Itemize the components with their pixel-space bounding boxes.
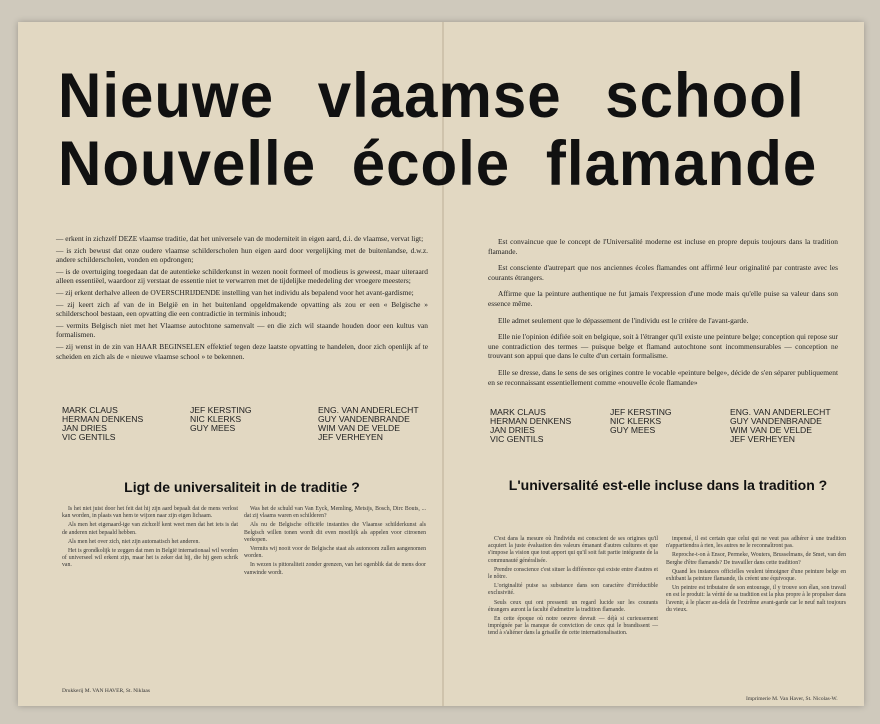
essay-paragraph: Vermits wij nooit voor de Belgische staat als autonoom zullen aangenomen worden.	[244, 546, 426, 560]
declaration-paragraph: Elle admet seulement que le dépassement de l'individu est le critère de l'avant-garde.	[498, 315, 749, 325]
signatory-name: VIC GENTILS	[62, 432, 116, 442]
signatory-name: HERMAN DENKENS	[62, 414, 144, 424]
declaration-paragraph: — is zich bewust dat onze oudere vlaamse schilderscholen hun eigen aard door vergelijking met de buitenlandse, d.w.z. andere schilderscholen, vonden en opdrongen;	[56, 245, 428, 265]
essay-paragraph: In wezen is pittoraliteit zonder grenzen, van het ogenblik dat de mens door vanwinde wordt.	[244, 562, 426, 576]
signatory-name: MARK CLAUS	[62, 405, 118, 415]
signatory-column	[318, 406, 438, 442]
signatory-name: GUY VANDENBRANDE	[318, 414, 410, 424]
essay-french-column-1	[488, 536, 658, 640]
signatory-column	[490, 408, 602, 444]
essay-french-column-2	[666, 536, 846, 616]
signatory-name: JEF VERHEYEN	[318, 432, 383, 442]
signatory-name: HERMAN DENKENS	[490, 416, 572, 426]
declaration-french	[488, 237, 838, 394]
headline-french: Nouvelle école flamande	[58, 128, 818, 199]
essay-dutch-column-2	[244, 506, 426, 579]
essay-paragraph: L'originalité puise sa substance dans son caractère d'irréductible exclusivité.	[488, 583, 658, 597]
declaration-paragraph: — erkent in zichzelf DEZE vlaamse traditie, dat het universele van de moderniteit in eigen aard, d.i. de vlaamse, vervat ligt;	[56, 234, 424, 243]
declaration-paragraph: — vermits Belgisch niet met het Vlaamse autochtone samenvalt — en die zich wil staande houden door een kultus van formalismen.	[56, 320, 428, 340]
essay-paragraph: impensé, il est certain que celui qui ne veut pas adhérer à une tradition n'appartiendra à rien, les autres ne le reconnaîtront pas.	[666, 536, 846, 550]
essay-paragraph: Reproche-t-on à Ensor, Permeke, Wouters, Brusselmans, de Smet, van den Berghe d'être flamands? De travailler dans cette tradition?	[666, 552, 846, 566]
signatory-name: JAN DRIES	[490, 425, 535, 435]
subtitle-french: L'universalité est-elle incluse dans la tradition ?	[508, 477, 828, 493]
headline-dutch: Nieuwe vlaamse school	[58, 60, 805, 131]
essay-paragraph: Seuls ceux qui ont pressenti un regard lucide sur les courants étrangers auront la faculté d'admettre la tradition flamande.	[488, 599, 658, 613]
signatory-name: GUY MEES	[610, 425, 656, 435]
printer-imprint-dutch: Drukkerij M. VAN HAVER, St. Niklaas	[62, 688, 151, 694]
declaration-paragraph: — zij keert zich af van de in België en in het buitenland opgeldmakende opvatting als zou er een « Belgische » schilderschool bestaan, een opvatting die een contradictie in terminis inhoudt;	[56, 299, 428, 319]
signatory-name: JEF KERSTING	[610, 407, 672, 417]
signatory-name: JAN DRIES	[62, 423, 107, 433]
essay-paragraph: Is het niet juist door het feit dat hij zijn aard bepaalt dat de mens verlost kan worden, in plaats van hem te wijzen naar zijn eigen lichaam.	[62, 506, 238, 520]
signatory-column	[610, 408, 722, 444]
declaration-paragraph: Est consciente d'autrepart que nos anciennes écoles flamandes ont affirmé leur originalité par contraste avec les courants étrangers.	[488, 263, 838, 282]
declaration-paragraph: — is de overtuiging toegedaan dat de autentieke schilderkunst in wezen nooit formeel of modieus is geweest, maar uiteraard alleen essentiëel, waardoor zij verstaat de essentie niet te verwarren met de tijdelijke mededeling der vroegere meesters;	[56, 266, 428, 286]
essay-paragraph: Was het de schuld van Van Eyck, Memling, Metsijs, Bosch, Dirc Bouts, ... dat zij vlaams waren en schilderen?	[244, 506, 426, 520]
signatory-name: JEF VERHEYEN	[730, 434, 795, 444]
signatories-french	[490, 408, 842, 444]
essay-paragraph: Als men het eigenaard-ige van zichzelf kent weet men dat het iets is dat de anderen niet bepaald hebben.	[62, 522, 238, 536]
signatory-name: MARK CLAUS	[490, 407, 546, 417]
signatory-name: ENG. VAN ANDERLECHT	[318, 405, 419, 415]
essay-paragraph: Als men het over zich, niet zijn automatisch het anderen.	[68, 538, 200, 545]
manifesto-poster	[18, 22, 864, 706]
essay-paragraph: En cette époque où notre oeuvre devrait — déjà si curieusement imprégnée par la manque de conviction de ceux qui le brandissent — tend à s'aliéner dans la grisaille de cette internationalisation.	[488, 616, 658, 637]
essay-paragraph: C'est dans la mesure où l'individu est conscient de ses origines qu'il acquiert la juste évaluation des valeurs émanant d'autres cultures et que s'impose la vision que tout apport qui qu'il soit fait partie intégrante de la communauté généralisée.	[488, 536, 658, 564]
signatory-name: NIC KLERKS	[190, 414, 242, 424]
signatory-name: WIM VAN DE VELDE	[318, 423, 400, 433]
signatory-name: GUY MEES	[190, 423, 236, 433]
essay-paragraph: Un peintre est tributaire de son entourage, il y trouve son élan, son travail en est le produit: la vérité de sa tradition est la plus propre à le propulser dans l'avenir, à le placer au-delà de l'extrême avant-garde car le neuf naît toujours du vieux.	[666, 585, 846, 613]
signatory-column	[730, 408, 842, 444]
declaration-paragraph: Elle se dresse, dans le sens de ses origines contre le vocable «peinture belge», décide de s'en séparer publiquement en se reconnaissant essentiellement comme «nouvelle école flamande»	[488, 367, 838, 387]
signatory-name: GUY VANDENBRANDE	[730, 416, 822, 426]
essay-paragraph: Quand les instances officielles veulent témoigner d'une peinture belge en exhibant la peinture flamande, ils créent une équivoque.	[666, 568, 846, 583]
signatory-name: JEF KERSTING	[190, 405, 252, 415]
signatory-name: ENG. VAN ANDERLECHT	[730, 407, 831, 417]
declaration-paragraph: Elle nie l'opinion édifiée soit en belgique, soit à l'étranger qu'il existe une peinture belge; conception qui repose sur une contradiction des termes — puisque belge et flamand autochtone sont incommensurables — conception ne trouvant son appui que dans le culte d'un certain formalisme.	[488, 332, 838, 361]
signatory-name: WIM VAN DE VELDE	[730, 425, 812, 435]
signatory-column	[190, 406, 310, 442]
essay-paragraph: Als nu de Belgische officiële instanties die Vlaamse schilderkunst als Belgisch willen tonen wordt dit even moeilijk als appelen voor citroenen verkopen.	[244, 522, 426, 543]
declaration-paragraph: — zij erkent derhalve alleen de OVERSCHRIJDENDE instelling van het individu als bepalend voor het avant-gardisme;	[56, 287, 414, 297]
signatory-column	[62, 406, 182, 442]
signatories-dutch	[62, 406, 438, 442]
declaration-dutch	[56, 234, 428, 363]
essay-paragraph: Prendre conscience c'est situer la différence qui existe entre d'autres et le nôtre.	[488, 566, 658, 581]
essay-dutch-column-1	[62, 506, 238, 572]
signatory-name: NIC KLERKS	[610, 416, 662, 426]
printer-imprint-french: Imprimerie M. Van Haver, St. Nicolas-W.	[746, 696, 838, 702]
signatory-name: VIC GENTILS	[490, 434, 544, 444]
essay-paragraph: Het is grondkolijk te zeggen dat men in België internationaal wil worden of universeel wil erkent zijn, maar het is zeker dat hij, die hij geen schrik van.	[62, 548, 238, 569]
declaration-paragraph: — zij wenst in de zin van HAAR BEGINSELEN effektief tegen deze laatste opvatting te handelen, door zich openlijk af te scheiden en zich als de « nieuwe vlaamse school » te bekennen.	[56, 341, 428, 361]
subtitle-dutch: Ligt de universaliteit in de traditie ?	[124, 479, 360, 495]
declaration-paragraph: Est convaincue que le concept de l'Universalité moderne est incluse en propre depuis toujours dans la tradition flamande.	[488, 237, 838, 256]
declaration-paragraph: Affirme que la peinture authentique ne fut jamais l'expression d'une mode mais qu'elle puise sa valeur dans son essence même.	[488, 289, 838, 308]
